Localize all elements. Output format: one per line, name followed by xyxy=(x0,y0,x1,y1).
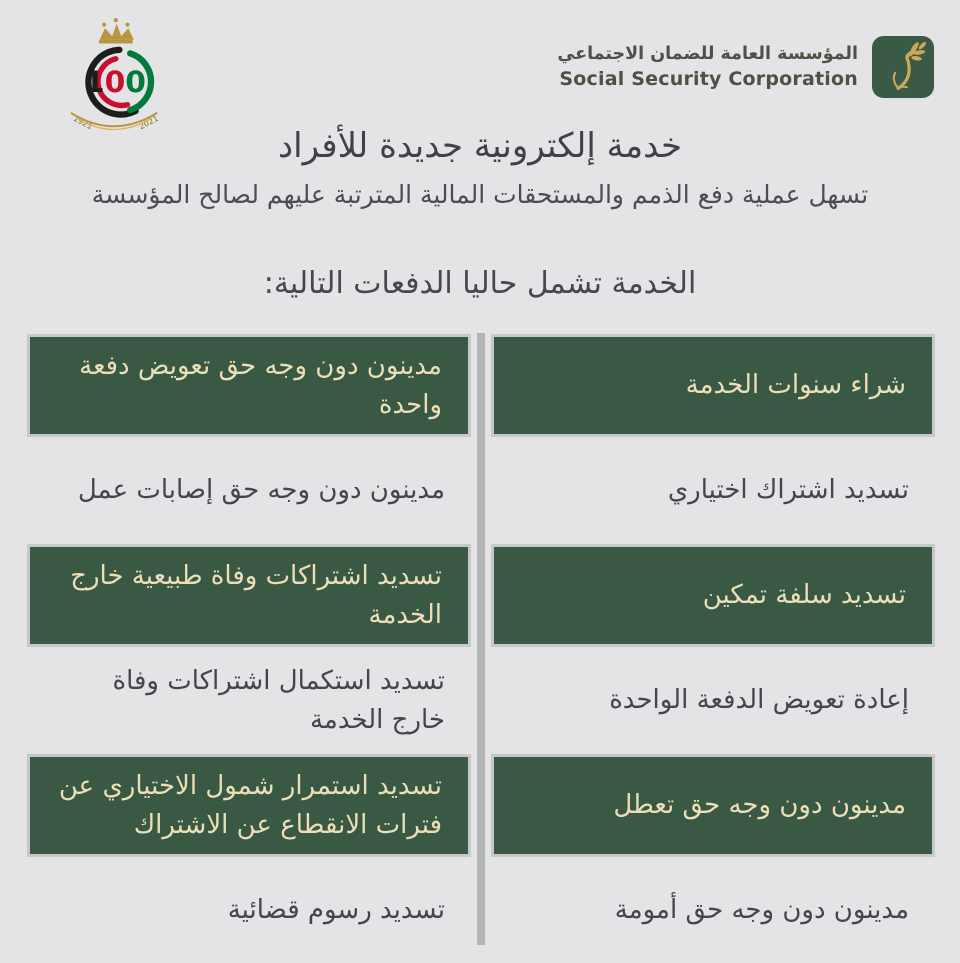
payment-cell: تسديد استمرار شمول الاختياري عن فترات الانقطاع عن الاشتراك xyxy=(27,754,471,857)
table-vertical-divider xyxy=(477,333,485,945)
payment-cell: مدينون دون وجه حق أمومة xyxy=(614,895,909,925)
payment-cell: تسديد رسوم قضائية xyxy=(227,895,445,925)
payment-cell: إعادة تعويض الدفعة الواحدة xyxy=(609,685,909,715)
payments-list-header: الخدمة تشمل حاليا الدفعات التالية: xyxy=(263,266,697,301)
payment-cell: مدينون دون وجه حق إصابات عمل xyxy=(77,475,445,505)
page-title: خدمة إلكترونية جديدة للأفراد xyxy=(278,126,682,166)
ssc-org-name xyxy=(557,44,858,90)
centennial-number: 100 xyxy=(83,65,146,101)
org-name-arabic: المؤسسة العامة للضمان الاجتماعي xyxy=(557,44,858,64)
centennial-logo-graphic xyxy=(50,12,178,138)
page-subtitle: تسهل عملية دفع الذمم والمستحقات المالية المترتبة عليهم لصالح المؤسسة xyxy=(91,180,869,209)
payment-cell: تسديد سلفة تمكين xyxy=(491,544,935,647)
year-end: 2021 xyxy=(137,112,160,132)
payment-cell: مدينون دون وجه حق تعطل xyxy=(491,754,935,857)
crown-icon xyxy=(99,18,134,44)
ssc-tree-logo-icon xyxy=(872,36,934,98)
payment-cell: شراء سنوات الخدمة xyxy=(491,334,935,437)
payment-cell: تسديد استكمال اشتراكات وفاة خارج الخدمة xyxy=(112,665,445,735)
org-name-english: Social Security Corporation xyxy=(559,68,858,90)
payment-cell: تسديد اشتراك اختياري xyxy=(667,475,909,505)
jordan-centennial-logo xyxy=(50,12,178,142)
payments-table xyxy=(27,333,935,963)
ssc-header xyxy=(557,36,934,98)
year-start: 1921 xyxy=(71,112,95,132)
payment-cell: مدينون دون وجه حق تعويض دفعة واحدة xyxy=(27,334,471,437)
payment-cell: تسديد اشتراكات وفاة طبيعية خارج الخدمة xyxy=(27,544,471,647)
